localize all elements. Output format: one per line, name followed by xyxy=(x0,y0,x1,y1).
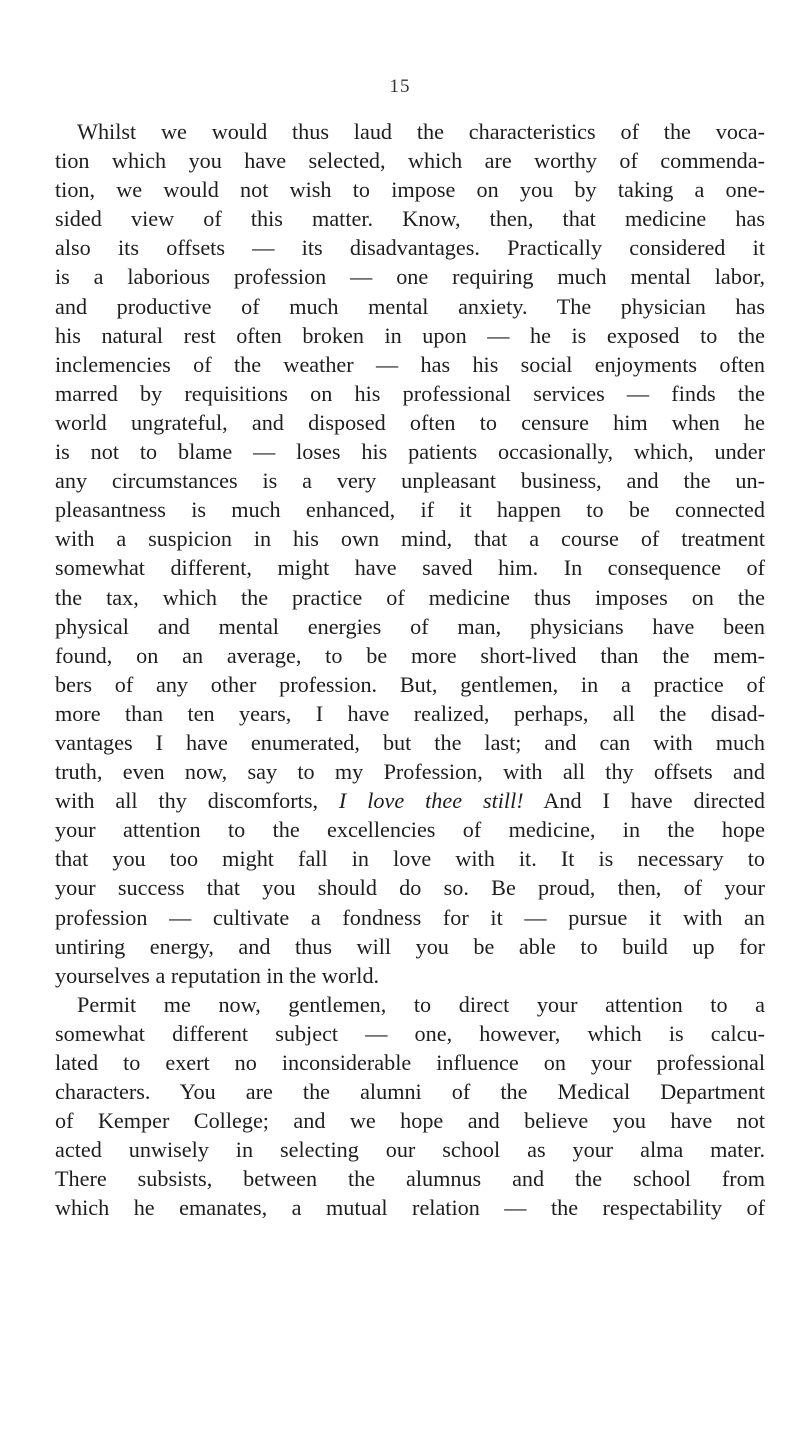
text-line: Whilst we would thus laud the characteristics of the voca- xyxy=(77,119,765,144)
text-line: his natural rest often broken in upon — he is exposed to the xyxy=(55,322,765,348)
text-line: your success that you should do so. Be proud, then, of your xyxy=(55,875,765,901)
text-line: tion which you have selected, which are worthy of commenda- xyxy=(55,148,765,174)
text-line: profession — cultivate a fondness for it — pursue it with an xyxy=(55,904,765,930)
text-line: Permit me now, gentlemen, to direct your attention to a xyxy=(77,991,765,1017)
text-line: is a laborious profession — one requiring much mental labor, xyxy=(55,264,765,290)
text-line: bers of any other profession. But, gentlemen, in a practice of xyxy=(55,671,765,697)
text-line: also its offsets — its disadvantages. Practically considered it xyxy=(55,235,765,261)
text-line: untiring energy, and thus will you be able to build up for xyxy=(55,933,765,959)
text-line: any circumstances is a very unpleasant business, and the un- xyxy=(55,468,765,494)
text-line: lated to exert no inconsiderable influence on your professional xyxy=(55,1050,765,1075)
text-line: the tax, which the practice of medicine thus imposes on the xyxy=(55,584,765,610)
text-run: And I have directed xyxy=(523,788,765,814)
text-line: yourselves a reputation in the world. xyxy=(55,962,380,988)
text-line: marred by requisitions on his professional services — finds the xyxy=(55,380,765,406)
italic-text-run: I love thee still! xyxy=(338,788,524,814)
text-line: sided view of this matter. Know, then, that medicine has xyxy=(55,206,765,232)
text-line: of Kemper College; and we hope and believe you have not xyxy=(55,1108,765,1134)
page-number: 15 xyxy=(389,76,411,97)
text-run: with all thy discomforts, xyxy=(55,788,339,814)
text-line: with a suspicion in his own mind, that a course of treatment xyxy=(55,526,765,552)
text-line: somewhat different subject — one, however, which is calcu- xyxy=(55,1020,765,1046)
text-line: vantages I have enumerated, but the last; and can with much xyxy=(55,729,765,755)
text-line: and productive of much mental anxiety. The physician has xyxy=(55,293,765,319)
text-line: pleasantness is much enhanced, if it happen to be connected xyxy=(55,497,765,523)
text-line: world ungrateful, and disposed often to censure him when he xyxy=(55,409,765,435)
text-line: There subsists, between the alumnus and the school from xyxy=(55,1166,765,1192)
text-line: acted unwisely in selecting our school as your alma mater. xyxy=(55,1137,765,1163)
text-line: is not to blame — loses his patients occasionally, which, under xyxy=(55,439,765,465)
text-line: inclemencies of the weather — has his social enjoyments often xyxy=(55,351,765,377)
text-line: tion, we would not wish to impose on you by taking a one- xyxy=(55,177,765,203)
text-line: physical and mental energies of man, physicians have been xyxy=(55,613,765,639)
text-line: which he emanates, a mutual relation — the respectability of xyxy=(55,1195,765,1221)
text-line: your attention to the excellencies of medicine, in the hope xyxy=(55,817,765,843)
text-line: truth, even now, say to my Profession, with all thy offsets and xyxy=(55,759,765,785)
text-line: that you too might fall in love with it. It is necessary to xyxy=(55,846,765,872)
text-line: found, on an average, to be more short-lived than the mem- xyxy=(55,642,765,668)
text-line: somewhat different, might have saved him. In consequence of xyxy=(55,555,765,581)
text-line: more than ten years, I have realized, perhaps, all the disad- xyxy=(55,700,765,726)
body-text xyxy=(55,117,765,1223)
text-line: characters. You are the alumni of the Medical Department xyxy=(55,1079,765,1105)
text-line xyxy=(55,786,765,815)
